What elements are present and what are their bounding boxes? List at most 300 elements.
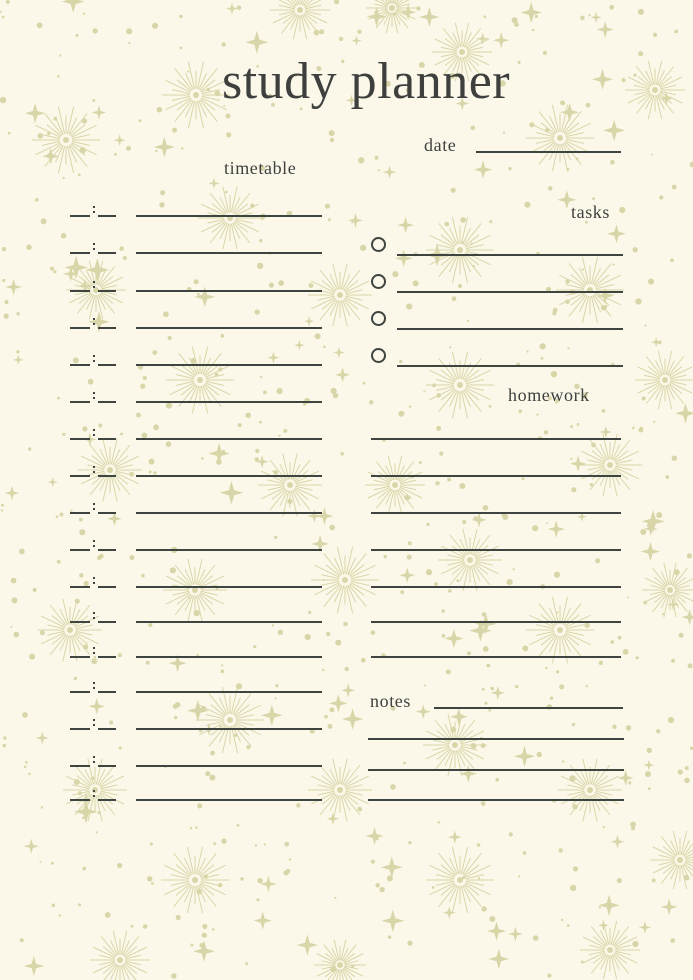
sparkle-icon bbox=[13, 355, 24, 366]
background-dot bbox=[584, 622, 590, 628]
time-hour-field[interactable] bbox=[70, 252, 90, 254]
sparkle-icon bbox=[641, 542, 660, 561]
sparkle-icon bbox=[62, 0, 85, 13]
background-dot bbox=[610, 160, 615, 165]
background-dot bbox=[325, 204, 330, 209]
background-dot bbox=[179, 15, 182, 18]
background-dot bbox=[670, 258, 674, 262]
background-dot bbox=[33, 588, 37, 592]
background-dot bbox=[123, 256, 127, 260]
background-dot bbox=[197, 293, 200, 296]
background-dot bbox=[73, 357, 79, 363]
background-dot bbox=[98, 424, 102, 428]
background-dot bbox=[554, 572, 560, 578]
time-minute-field[interactable] bbox=[98, 656, 116, 658]
background-dot bbox=[537, 752, 542, 757]
homework-line[interactable] bbox=[371, 586, 621, 588]
background-dot bbox=[246, 745, 250, 749]
task-checkbox[interactable] bbox=[371, 237, 386, 252]
background-dot bbox=[674, 30, 678, 34]
background-dot bbox=[308, 283, 313, 288]
background-dot bbox=[283, 429, 287, 433]
background-dot bbox=[29, 654, 35, 660]
background-dot bbox=[2, 16, 5, 19]
time-hour-field[interactable] bbox=[70, 475, 90, 477]
starburst-icon bbox=[311, 547, 379, 613]
background-dot bbox=[544, 430, 549, 435]
time-minute-field[interactable] bbox=[98, 512, 116, 514]
sparkle-icon bbox=[474, 160, 492, 178]
time-colon bbox=[93, 286, 95, 288]
background-dot bbox=[194, 279, 199, 284]
date-field[interactable] bbox=[476, 151, 621, 153]
starburst-icon bbox=[196, 687, 264, 753]
time-minute-field[interactable] bbox=[98, 728, 116, 730]
homework-line[interactable] bbox=[371, 549, 621, 551]
background-dot bbox=[623, 649, 629, 655]
background-dot bbox=[323, 346, 326, 349]
background-dot bbox=[163, 311, 169, 317]
time-minute-field[interactable] bbox=[98, 364, 116, 366]
time-minute-field[interactable] bbox=[98, 438, 116, 440]
time-minute-field[interactable] bbox=[98, 586, 116, 588]
time-hour-field[interactable] bbox=[70, 364, 90, 366]
background-dot bbox=[6, 0, 10, 4]
timetable-heading: timetable bbox=[224, 158, 297, 178]
background-dot bbox=[221, 334, 225, 338]
background-dot bbox=[604, 305, 607, 308]
background-dot bbox=[436, 426, 441, 431]
background-dot bbox=[50, 267, 54, 271]
time-hour-field[interactable] bbox=[70, 512, 90, 514]
background-dot bbox=[56, 515, 59, 518]
time-hour-field[interactable] bbox=[70, 327, 90, 329]
background-dot bbox=[256, 898, 259, 901]
background-dot bbox=[627, 596, 629, 598]
background-dot bbox=[114, 153, 117, 156]
time-hour-field[interactable] bbox=[70, 438, 90, 440]
sparkle-icon bbox=[607, 224, 626, 243]
background-dot bbox=[460, 217, 466, 223]
background-dot bbox=[128, 42, 130, 44]
background-dot bbox=[25, 761, 28, 764]
timetable-entry-line[interactable] bbox=[136, 728, 322, 730]
background-dot bbox=[426, 569, 432, 575]
sparkle-icon bbox=[254, 911, 272, 929]
background-dot bbox=[60, 513, 64, 517]
background-dot bbox=[74, 677, 77, 680]
background-dot bbox=[26, 245, 31, 250]
background-dot bbox=[237, 6, 242, 11]
time-colon bbox=[93, 719, 95, 721]
sparkle-icon bbox=[488, 949, 509, 970]
time-minute-field[interactable] bbox=[98, 327, 116, 329]
time-minute-field[interactable] bbox=[98, 621, 116, 623]
background-dot bbox=[486, 664, 490, 668]
background-dot bbox=[375, 883, 380, 888]
background-dot bbox=[328, 218, 331, 221]
background-dot bbox=[571, 487, 576, 492]
background-dot bbox=[28, 773, 31, 776]
timetable-entry-line[interactable] bbox=[136, 401, 322, 403]
background-dot bbox=[226, 132, 231, 137]
background-dot bbox=[221, 664, 223, 666]
background-dot bbox=[437, 821, 440, 824]
background-dot bbox=[209, 775, 215, 781]
starburst-icon bbox=[580, 921, 640, 979]
background-dot bbox=[59, 914, 61, 916]
sparkle-icon bbox=[342, 708, 364, 730]
background-dot bbox=[181, 147, 183, 149]
time-hour-field[interactable] bbox=[70, 586, 90, 588]
time-minute-field[interactable] bbox=[98, 549, 116, 551]
background-dot bbox=[345, 667, 349, 671]
time-minute-field[interactable] bbox=[98, 215, 116, 217]
time-minute-field[interactable] bbox=[98, 691, 116, 693]
sparkle-icon bbox=[260, 876, 276, 892]
background-dot bbox=[548, 186, 553, 191]
sparkle-icon bbox=[600, 426, 612, 438]
background-dot bbox=[166, 441, 172, 447]
background-dot bbox=[665, 475, 669, 479]
time-minute-field[interactable] bbox=[98, 401, 116, 403]
timetable-entry-line[interactable] bbox=[136, 621, 322, 623]
homework-line[interactable] bbox=[371, 438, 621, 440]
starburst-icon bbox=[162, 62, 230, 128]
sparkle-icon bbox=[399, 567, 415, 583]
background-dot bbox=[259, 421, 262, 424]
background-dot bbox=[330, 138, 334, 142]
timetable-entry-line[interactable] bbox=[136, 549, 322, 551]
background-dot bbox=[289, 858, 291, 860]
background-dot bbox=[457, 579, 460, 582]
background-dot bbox=[653, 33, 657, 37]
sparkle-icon bbox=[459, 765, 477, 783]
sparkle-icon bbox=[261, 704, 283, 726]
time-colon bbox=[93, 761, 95, 763]
timetable-entry-line[interactable] bbox=[136, 475, 322, 477]
timetable-entry-line[interactable] bbox=[136, 327, 322, 329]
background-dot bbox=[82, 426, 87, 431]
background-dot bbox=[176, 915, 181, 920]
background-dot bbox=[369, 400, 373, 404]
background-dot bbox=[24, 766, 27, 769]
time-hour-field[interactable] bbox=[70, 728, 90, 730]
background-dot bbox=[477, 843, 481, 847]
background-dot bbox=[190, 944, 193, 947]
background-dot bbox=[171, 973, 176, 978]
sparkle-icon bbox=[208, 178, 219, 189]
background-dot bbox=[570, 885, 576, 891]
homework-line[interactable] bbox=[371, 475, 621, 477]
background-dot bbox=[617, 878, 622, 883]
background-dot bbox=[96, 831, 98, 833]
timetable-entry-line[interactable] bbox=[136, 656, 322, 658]
sparkle-icon bbox=[598, 895, 619, 916]
background-dot bbox=[1, 504, 4, 507]
background-dot bbox=[678, 769, 683, 774]
background-dot bbox=[522, 645, 528, 651]
time-colon bbox=[93, 647, 95, 649]
background-dot bbox=[97, 556, 101, 560]
background-dot bbox=[147, 876, 152, 881]
background-dot bbox=[407, 941, 412, 946]
sparkle-icon bbox=[514, 746, 536, 768]
background-dot bbox=[590, 483, 593, 486]
starburst-icon bbox=[426, 217, 494, 283]
background-dot bbox=[481, 801, 486, 806]
timetable-entry-line[interactable] bbox=[136, 765, 322, 767]
background-dot bbox=[672, 456, 677, 461]
time-colon bbox=[93, 508, 95, 510]
task-line[interactable] bbox=[397, 291, 623, 293]
background-dot bbox=[205, 771, 210, 776]
background-dot bbox=[679, 633, 684, 638]
sparkle-icon bbox=[444, 629, 463, 648]
time-minute-field[interactable] bbox=[98, 290, 116, 292]
background-dot bbox=[63, 177, 65, 179]
sparkle-icon bbox=[154, 137, 175, 158]
background-dot bbox=[489, 405, 492, 408]
background-dot bbox=[586, 103, 591, 108]
background-dot bbox=[613, 264, 615, 266]
time-hour-field[interactable] bbox=[70, 290, 90, 292]
sparkle-icon bbox=[570, 456, 586, 472]
background-dot bbox=[592, 197, 595, 200]
background-dot bbox=[153, 424, 159, 430]
background-dot bbox=[419, 461, 422, 464]
background-dot bbox=[322, 669, 324, 671]
background-dot bbox=[524, 202, 530, 208]
background-dot bbox=[237, 824, 240, 827]
notes-first-line[interactable] bbox=[434, 707, 623, 709]
background-dot bbox=[143, 924, 148, 929]
task-checkbox[interactable] bbox=[371, 348, 386, 363]
sparkle-icon bbox=[487, 922, 506, 941]
background-dot bbox=[149, 470, 152, 473]
background-dot bbox=[502, 514, 508, 520]
background-dot bbox=[120, 433, 123, 436]
background-dot bbox=[0, 11, 2, 13]
time-minute-field[interactable] bbox=[98, 252, 116, 254]
background-dot bbox=[274, 536, 277, 539]
sparkle-icon bbox=[381, 909, 404, 932]
background-dot bbox=[384, 555, 387, 558]
background-dot bbox=[484, 15, 487, 18]
sparkle-icon bbox=[592, 69, 613, 90]
time-colon bbox=[93, 617, 95, 619]
time-hour-field[interactable] bbox=[70, 691, 90, 693]
time-colon bbox=[93, 790, 95, 792]
background-dot bbox=[407, 555, 412, 560]
background-dot bbox=[612, 725, 616, 729]
sparkle-icon bbox=[448, 830, 462, 844]
background-dot bbox=[532, 525, 538, 531]
background-dot bbox=[255, 449, 259, 453]
sparkle-icon bbox=[493, 32, 509, 48]
background-dot bbox=[513, 568, 515, 570]
background-dot bbox=[518, 410, 522, 414]
starburst-icon bbox=[314, 940, 366, 980]
timetable-entry-line[interactable] bbox=[136, 215, 322, 217]
starburst-icon bbox=[365, 456, 425, 514]
timetable-entry-line[interactable] bbox=[136, 586, 322, 588]
background-dot bbox=[78, 903, 81, 906]
timetable-entry-line[interactable] bbox=[136, 438, 322, 440]
background-dot bbox=[442, 609, 445, 612]
task-checkbox[interactable] bbox=[371, 274, 386, 289]
timetable-entry-line[interactable] bbox=[136, 799, 322, 801]
background-dot bbox=[213, 842, 216, 845]
starburst-icon bbox=[526, 597, 594, 663]
background-dot bbox=[481, 906, 486, 911]
page-title: study planner bbox=[222, 53, 511, 110]
background-dot bbox=[190, 827, 192, 829]
background-dot bbox=[550, 697, 553, 700]
sparkle-icon bbox=[304, 316, 314, 326]
background-dot bbox=[390, 784, 396, 790]
sparkle-icon bbox=[327, 812, 340, 825]
background-dot bbox=[446, 669, 451, 674]
starburst-icon bbox=[90, 931, 150, 980]
background-dot bbox=[626, 725, 631, 730]
background-dot bbox=[329, 130, 335, 136]
time-minute-field[interactable] bbox=[98, 475, 116, 477]
background-dot bbox=[105, 912, 111, 918]
background-dot bbox=[483, 505, 489, 511]
background-dot bbox=[255, 309, 260, 314]
starburst-icon bbox=[423, 714, 487, 776]
starburst-icon bbox=[526, 105, 594, 171]
background-dot bbox=[155, 150, 157, 152]
time-colon bbox=[93, 429, 95, 431]
background-dot bbox=[334, 897, 336, 899]
background-dot bbox=[398, 411, 404, 417]
background-dot bbox=[82, 817, 84, 819]
background-dot bbox=[602, 409, 606, 413]
background-dot bbox=[16, 350, 19, 353]
background-dot bbox=[522, 477, 525, 480]
background-dot bbox=[557, 612, 559, 614]
date-label: date bbox=[424, 135, 457, 155]
sparkle-icon bbox=[395, 250, 413, 268]
background-dot bbox=[202, 933, 207, 938]
time-minute-field[interactable] bbox=[98, 765, 116, 767]
background-dot bbox=[622, 78, 626, 82]
sparkle-icon bbox=[675, 403, 693, 424]
homework-line[interactable] bbox=[371, 656, 621, 658]
time-hour-field[interactable] bbox=[70, 215, 90, 217]
time-colon bbox=[93, 795, 95, 797]
time-hour-field[interactable] bbox=[70, 621, 90, 623]
background-dot bbox=[570, 425, 573, 428]
background-dot bbox=[580, 16, 585, 21]
background-dot bbox=[459, 483, 465, 489]
background-dot bbox=[94, 656, 96, 658]
background-dot bbox=[371, 630, 376, 635]
task-line[interactable] bbox=[397, 328, 623, 330]
starburst-icon bbox=[32, 107, 100, 173]
background-dot bbox=[148, 623, 152, 627]
background-dot bbox=[467, 651, 471, 655]
background-dot bbox=[572, 723, 575, 726]
time-hour-field[interactable] bbox=[70, 765, 90, 767]
time-colon bbox=[93, 211, 95, 213]
task-line[interactable] bbox=[397, 365, 623, 367]
background-dot bbox=[508, 167, 511, 170]
homework-heading: homework bbox=[508, 385, 590, 405]
time-colon bbox=[93, 652, 95, 654]
background-dot bbox=[38, 133, 44, 139]
background-dot bbox=[444, 222, 449, 227]
background-dot bbox=[545, 667, 547, 669]
task-checkbox[interactable] bbox=[371, 311, 386, 326]
background-dot bbox=[221, 838, 226, 843]
background-dot bbox=[458, 284, 462, 288]
background-dot bbox=[488, 709, 491, 712]
notes-line[interactable] bbox=[368, 799, 624, 801]
background-dot bbox=[358, 157, 364, 163]
background-dot bbox=[435, 481, 439, 485]
background-dot bbox=[640, 529, 646, 535]
time-hour-field[interactable] bbox=[70, 799, 90, 801]
background-dot bbox=[471, 743, 477, 749]
background-dot bbox=[157, 107, 163, 113]
starburst-icon bbox=[426, 847, 494, 913]
time-hour-field[interactable] bbox=[70, 401, 90, 403]
time-colon bbox=[93, 355, 95, 357]
background-dot bbox=[126, 146, 131, 151]
background-dot bbox=[117, 863, 122, 868]
sparkle-icon bbox=[611, 835, 625, 849]
background-dot bbox=[12, 597, 18, 603]
background-dot bbox=[603, 826, 605, 828]
background-dot bbox=[20, 938, 24, 942]
time-hour-field[interactable] bbox=[70, 549, 90, 551]
timetable-entry-line[interactable] bbox=[136, 290, 322, 292]
timetable-entry-line[interactable] bbox=[136, 512, 322, 514]
background-dot bbox=[172, 128, 177, 133]
notes-line[interactable] bbox=[368, 738, 624, 740]
background-dot bbox=[195, 826, 197, 828]
background-dot bbox=[226, 114, 231, 119]
homework-line[interactable] bbox=[371, 621, 621, 623]
background-dot bbox=[378, 169, 380, 171]
background-dot bbox=[357, 807, 362, 812]
task-line[interactable] bbox=[397, 254, 623, 256]
background-dot bbox=[93, 28, 98, 33]
background-dot bbox=[536, 414, 538, 416]
time-hour-field[interactable] bbox=[70, 656, 90, 658]
background-dot bbox=[512, 17, 518, 23]
time-minute-field[interactable] bbox=[98, 799, 116, 801]
background-dot bbox=[335, 640, 341, 646]
background-dot bbox=[656, 512, 662, 518]
sparkle-icon bbox=[590, 12, 601, 23]
timetable-entry-line[interactable] bbox=[136, 252, 322, 254]
background-dot bbox=[257, 263, 263, 269]
background-dot bbox=[22, 712, 28, 718]
background-dot bbox=[668, 717, 674, 723]
homework-line[interactable] bbox=[371, 512, 621, 514]
notes-line[interactable] bbox=[368, 769, 624, 771]
background-dot bbox=[57, 75, 60, 78]
background-dot bbox=[618, 636, 622, 640]
timetable-entry-line[interactable] bbox=[136, 691, 322, 693]
timetable-entry-line[interactable] bbox=[136, 364, 322, 366]
starburst-icon bbox=[438, 529, 502, 591]
background-dot bbox=[16, 312, 19, 315]
